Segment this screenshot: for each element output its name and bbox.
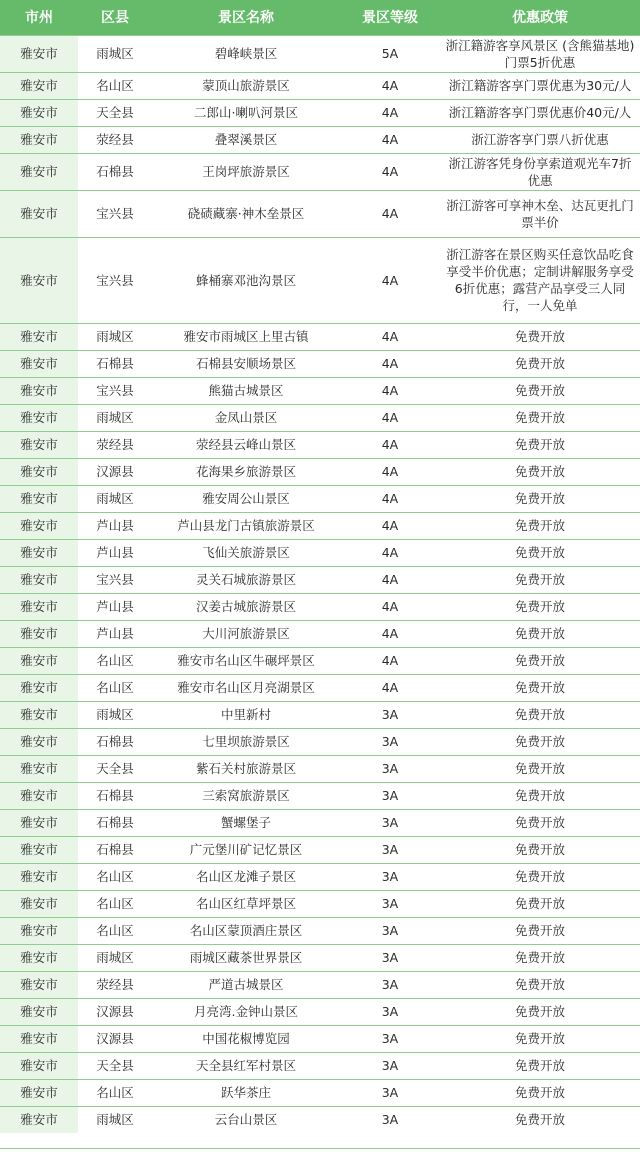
cell-level: 3A xyxy=(340,863,440,890)
table-row xyxy=(0,1079,640,1106)
table-row xyxy=(0,512,640,539)
cell-policy: 免费开放 xyxy=(440,404,640,431)
cell-scenic-name: 荥经县云峰山景区 xyxy=(152,431,340,458)
cell-district: 石棉县 xyxy=(78,836,152,863)
cell-level: 4A xyxy=(340,431,440,458)
cell-city: 雅安市 xyxy=(0,566,78,593)
cell-scenic-name: 名山区红草坪景区 xyxy=(152,890,340,917)
table-row xyxy=(0,1052,640,1079)
cell-level: 3A xyxy=(340,1052,440,1079)
cell-policy: 免费开放 xyxy=(440,782,640,809)
cell-city: 雅安市 xyxy=(0,512,78,539)
cell-level: 3A xyxy=(340,1079,440,1106)
cell-city: 雅安市 xyxy=(0,593,78,620)
cell-scenic-name: 蟹螺堡子 xyxy=(152,809,340,836)
table-row xyxy=(0,755,640,782)
cell-scenic-name: 二郎山·喇叭河景区 xyxy=(152,99,340,126)
cell-level: 4A xyxy=(340,620,440,647)
cell-level: 4A xyxy=(340,237,440,323)
cell-level: 3A xyxy=(340,971,440,998)
table-row xyxy=(0,620,640,647)
cell-city: 雅安市 xyxy=(0,755,78,782)
cell-district: 名山区 xyxy=(78,72,152,99)
cell-policy: 免费开放 xyxy=(440,728,640,755)
cell-level: 4A xyxy=(340,404,440,431)
cell-policy: 浙江籍游客享门票优惠价40元/人 xyxy=(440,99,640,126)
table-row xyxy=(0,431,640,458)
header-level: 景区等级 xyxy=(340,0,440,35)
cell-district: 汉源县 xyxy=(78,458,152,485)
cell-district: 名山区 xyxy=(78,1079,152,1106)
cell-level: 4A xyxy=(340,72,440,99)
cell-district: 荥经县 xyxy=(78,431,152,458)
cell-city: 雅安市 xyxy=(0,190,78,237)
cell-level: 3A xyxy=(340,944,440,971)
cell-district: 雨城区 xyxy=(78,35,152,72)
cell-district: 石棉县 xyxy=(78,809,152,836)
cell-level: 3A xyxy=(340,998,440,1025)
cell-level: 4A xyxy=(340,539,440,566)
cell-district: 芦山县 xyxy=(78,512,152,539)
cell-scenic-name: 叠翠溪景区 xyxy=(152,126,340,153)
cell-policy: 浙江游客凭身份享索道观光车7折优惠 xyxy=(440,153,640,190)
cell-policy: 免费开放 xyxy=(440,674,640,701)
cell-district: 宝兴县 xyxy=(78,377,152,404)
cell-district: 名山区 xyxy=(78,917,152,944)
cell-city: 雅安市 xyxy=(0,377,78,404)
cell-city: 雅安市 xyxy=(0,153,78,190)
table-row xyxy=(0,323,640,350)
table-header xyxy=(0,0,640,35)
table-row xyxy=(0,944,640,971)
cell-policy: 浙江游客在景区购买任意饮品吃食享受半价优惠；定制讲解服务享受6折优惠；露营产品享受三人同行，一人免单 xyxy=(440,237,640,323)
cell-policy: 免费开放 xyxy=(440,323,640,350)
cell-level: 3A xyxy=(340,701,440,728)
cell-city: 雅安市 xyxy=(0,404,78,431)
cell-scenic-name: 王岗坪旅游景区 xyxy=(152,153,340,190)
cell-district: 天全县 xyxy=(78,99,152,126)
cell-district: 石棉县 xyxy=(78,782,152,809)
table-row xyxy=(0,998,640,1025)
cell-scenic-name: 广元堡川矿记忆景区 xyxy=(152,836,340,863)
cell-level: 4A xyxy=(340,153,440,190)
cell-level: 3A xyxy=(340,809,440,836)
table-row xyxy=(0,809,640,836)
cell-district: 宝兴县 xyxy=(78,237,152,323)
cell-city: 雅安市 xyxy=(0,1025,78,1052)
table-row xyxy=(0,836,640,863)
table-row xyxy=(0,917,640,944)
cell-level: 3A xyxy=(340,782,440,809)
cell-scenic-name: 雅安市名山区月亮湖景区 xyxy=(152,674,340,701)
cell-district: 芦山县 xyxy=(78,593,152,620)
cell-policy: 免费开放 xyxy=(440,1025,640,1052)
cell-scenic-name: 花海果乡旅游景区 xyxy=(152,458,340,485)
cell-city: 雅安市 xyxy=(0,890,78,917)
header-row xyxy=(0,0,640,35)
cell-district: 荥经县 xyxy=(78,126,152,153)
header-district: 区县 xyxy=(78,0,152,35)
header-scenic-name: 景区名称 xyxy=(152,0,340,35)
table-bottom-rule xyxy=(0,1148,640,1149)
cell-district: 石棉县 xyxy=(78,350,152,377)
cell-policy: 免费开放 xyxy=(440,917,640,944)
cell-district: 天全县 xyxy=(78,755,152,782)
cell-policy: 免费开放 xyxy=(440,350,640,377)
cell-policy: 免费开放 xyxy=(440,998,640,1025)
header-policy: 优惠政策 xyxy=(440,0,640,35)
cell-city: 雅安市 xyxy=(0,944,78,971)
table-row xyxy=(0,701,640,728)
cell-district: 汉源县 xyxy=(78,1025,152,1052)
cell-level: 3A xyxy=(340,755,440,782)
cell-policy: 免费开放 xyxy=(440,701,640,728)
cell-level: 4A xyxy=(340,458,440,485)
cell-policy: 免费开放 xyxy=(440,539,640,566)
cell-scenic-name: 七里坝旅游景区 xyxy=(152,728,340,755)
cell-scenic-name: 中里新村 xyxy=(152,701,340,728)
cell-scenic-name: 跃华茶庄 xyxy=(152,1079,340,1106)
cell-scenic-name: 中国花椒博览园 xyxy=(152,1025,340,1052)
cell-policy: 浙江籍游客享风景区 (含熊猫基地) 门票5折优惠 xyxy=(440,35,640,72)
cell-district: 雨城区 xyxy=(78,944,152,971)
cell-policy: 免费开放 xyxy=(440,377,640,404)
cell-district: 雨城区 xyxy=(78,323,152,350)
cell-district: 雨城区 xyxy=(78,1106,152,1133)
cell-policy: 免费开放 xyxy=(440,944,640,971)
cell-level: 4A xyxy=(340,647,440,674)
table-row xyxy=(0,485,640,512)
cell-scenic-name: 云台山景区 xyxy=(152,1106,340,1133)
cell-district: 芦山县 xyxy=(78,620,152,647)
cell-scenic-name: 芦山县龙门古镇旅游景区 xyxy=(152,512,340,539)
cell-policy: 免费开放 xyxy=(440,485,640,512)
cell-scenic-name: 严道古城景区 xyxy=(152,971,340,998)
cell-scenic-name: 碧峰峡景区 xyxy=(152,35,340,72)
cell-policy: 免费开放 xyxy=(440,620,640,647)
cell-district: 汉源县 xyxy=(78,998,152,1025)
cell-level: 4A xyxy=(340,674,440,701)
cell-policy: 免费开放 xyxy=(440,809,640,836)
table-row xyxy=(0,126,640,153)
table-row xyxy=(0,458,640,485)
table-row xyxy=(0,863,640,890)
cell-scenic-name: 熊猫古城景区 xyxy=(152,377,340,404)
cell-level: 3A xyxy=(340,1025,440,1052)
cell-city: 雅安市 xyxy=(0,72,78,99)
cell-level: 3A xyxy=(340,1106,440,1133)
cell-policy: 免费开放 xyxy=(440,755,640,782)
table-row xyxy=(0,404,640,431)
table-row xyxy=(0,153,640,190)
header-city: 市州 xyxy=(0,0,78,35)
cell-policy: 免费开放 xyxy=(440,890,640,917)
table-row xyxy=(0,1106,640,1133)
cell-city: 雅安市 xyxy=(0,836,78,863)
cell-district: 名山区 xyxy=(78,890,152,917)
table-row xyxy=(0,539,640,566)
cell-district: 名山区 xyxy=(78,647,152,674)
cell-level: 4A xyxy=(340,126,440,153)
cell-scenic-name: 紫石关村旅游景区 xyxy=(152,755,340,782)
cell-district: 宝兴县 xyxy=(78,566,152,593)
cell-district: 荥经县 xyxy=(78,971,152,998)
cell-policy: 免费开放 xyxy=(440,647,640,674)
table-row xyxy=(0,72,640,99)
cell-policy: 免费开放 xyxy=(440,458,640,485)
cell-policy: 免费开放 xyxy=(440,1079,640,1106)
cell-level: 4A xyxy=(340,566,440,593)
cell-city: 雅安市 xyxy=(0,458,78,485)
cell-level: 5A xyxy=(340,35,440,72)
cell-city: 雅安市 xyxy=(0,485,78,512)
cell-city: 雅安市 xyxy=(0,674,78,701)
cell-policy: 免费开放 xyxy=(440,971,640,998)
cell-city: 雅安市 xyxy=(0,126,78,153)
cell-level: 3A xyxy=(340,836,440,863)
cell-scenic-name: 汉姜古城旅游景区 xyxy=(152,593,340,620)
table-row xyxy=(0,237,640,323)
table-row xyxy=(0,674,640,701)
cell-level: 4A xyxy=(340,190,440,237)
cell-district: 芦山县 xyxy=(78,539,152,566)
table-row xyxy=(0,99,640,126)
cell-level: 4A xyxy=(340,377,440,404)
table-row xyxy=(0,35,640,72)
table-row xyxy=(0,350,640,377)
cell-level: 4A xyxy=(340,350,440,377)
cell-level: 4A xyxy=(340,512,440,539)
cell-district: 宝兴县 xyxy=(78,190,152,237)
cell-city: 雅安市 xyxy=(0,350,78,377)
cell-policy: 免费开放 xyxy=(440,863,640,890)
table-row xyxy=(0,377,640,404)
cell-scenic-name: 金凤山景区 xyxy=(152,404,340,431)
cell-district: 石棉县 xyxy=(78,728,152,755)
cell-level: 4A xyxy=(340,593,440,620)
table-row xyxy=(0,593,640,620)
table-row xyxy=(0,728,640,755)
cell-scenic-name: 飞仙关旅游景区 xyxy=(152,539,340,566)
cell-city: 雅安市 xyxy=(0,1106,78,1133)
cell-scenic-name: 蜂桶寨邓池沟景区 xyxy=(152,237,340,323)
cell-city: 雅安市 xyxy=(0,237,78,323)
cell-city: 雅安市 xyxy=(0,99,78,126)
cell-scenic-name: 名山区蒙顶酒庄景区 xyxy=(152,917,340,944)
cell-city: 雅安市 xyxy=(0,971,78,998)
cell-policy: 免费开放 xyxy=(440,836,640,863)
cell-city: 雅安市 xyxy=(0,917,78,944)
table-row xyxy=(0,647,640,674)
cell-scenic-name: 大川河旅游景区 xyxy=(152,620,340,647)
cell-city: 雅安市 xyxy=(0,998,78,1025)
cell-city: 雅安市 xyxy=(0,863,78,890)
cell-level: 4A xyxy=(340,99,440,126)
table-body xyxy=(0,35,640,1133)
cell-scenic-name: 天全县红军村景区 xyxy=(152,1052,340,1079)
cell-policy: 免费开放 xyxy=(440,593,640,620)
cell-city: 雅安市 xyxy=(0,431,78,458)
cell-level: 3A xyxy=(340,728,440,755)
cell-city: 雅安市 xyxy=(0,1079,78,1106)
cell-scenic-name: 石棉县安顺场景区 xyxy=(152,350,340,377)
cell-level: 3A xyxy=(340,890,440,917)
cell-district: 名山区 xyxy=(78,863,152,890)
cell-scenic-name: 雨城区藏茶世界景区 xyxy=(152,944,340,971)
cell-city: 雅安市 xyxy=(0,620,78,647)
cell-district: 天全县 xyxy=(78,1052,152,1079)
cell-level: 4A xyxy=(340,323,440,350)
table-row xyxy=(0,782,640,809)
cell-policy: 浙江游客可享神木垒、达瓦更扎门票半价 xyxy=(440,190,640,237)
cell-policy: 免费开放 xyxy=(440,1052,640,1079)
table-row xyxy=(0,1025,640,1052)
cell-district: 石棉县 xyxy=(78,153,152,190)
cell-scenic-name: 月亮湾.金钟山景区 xyxy=(152,998,340,1025)
cell-city: 雅安市 xyxy=(0,782,78,809)
cell-scenic-name: 硗碛藏寨·神木垒景区 xyxy=(152,190,340,237)
cell-city: 雅安市 xyxy=(0,323,78,350)
cell-scenic-name: 三索窝旅游景区 xyxy=(152,782,340,809)
cell-district: 名山区 xyxy=(78,674,152,701)
cell-policy: 免费开放 xyxy=(440,1106,640,1133)
cell-policy: 免费开放 xyxy=(440,431,640,458)
cell-scenic-name: 灵关石城旅游景区 xyxy=(152,566,340,593)
cell-district: 雨城区 xyxy=(78,701,152,728)
cell-city: 雅安市 xyxy=(0,809,78,836)
table-row xyxy=(0,190,640,237)
cell-city: 雅安市 xyxy=(0,701,78,728)
table-row xyxy=(0,971,640,998)
cell-city: 雅安市 xyxy=(0,647,78,674)
cell-policy: 免费开放 xyxy=(440,566,640,593)
cell-district: 雨城区 xyxy=(78,404,152,431)
cell-level: 3A xyxy=(340,917,440,944)
cell-level: 4A xyxy=(340,485,440,512)
cell-district: 雨城区 xyxy=(78,485,152,512)
cell-scenic-name: 雅安市雨城区上里古镇 xyxy=(152,323,340,350)
table-row xyxy=(0,566,640,593)
cell-policy: 浙江籍游客享门票优惠为30元/人 xyxy=(440,72,640,99)
cell-scenic-name: 名山区龙滩子景区 xyxy=(152,863,340,890)
table-row xyxy=(0,890,640,917)
cell-city: 雅安市 xyxy=(0,539,78,566)
cell-policy: 免费开放 xyxy=(440,512,640,539)
cell-scenic-name: 蒙顶山旅游景区 xyxy=(152,72,340,99)
cell-scenic-name: 雅安市名山区牛碾坪景区 xyxy=(152,647,340,674)
cell-city: 雅安市 xyxy=(0,1052,78,1079)
cell-city: 雅安市 xyxy=(0,35,78,72)
cell-policy: 浙江游客享门票八折优惠 xyxy=(440,126,640,153)
cell-city: 雅安市 xyxy=(0,728,78,755)
cell-scenic-name: 雅安周公山景区 xyxy=(152,485,340,512)
